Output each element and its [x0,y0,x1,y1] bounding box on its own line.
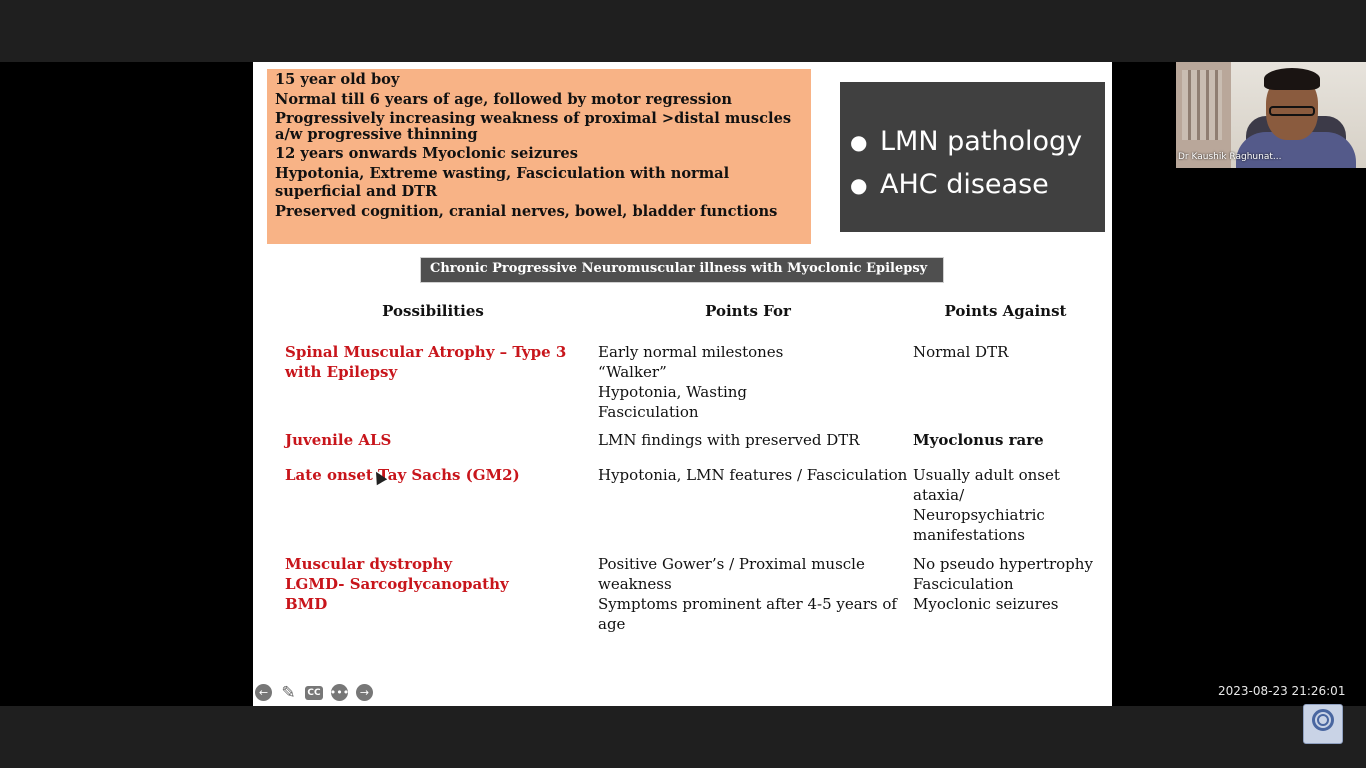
points-against-cell [913,430,1103,450]
column-header-possibilities: Possibilities [382,302,484,320]
case-line: Normal till 6 years of age, followed by motor regression [275,91,733,108]
case-line: 15 year old boy [275,71,400,88]
pathology-summary-box [840,82,1105,232]
slide-controls [255,684,373,701]
column-header-points-against: Points Against [944,302,1067,320]
cell-line: Usually adult onset [913,466,1060,484]
cell-line: age [598,615,626,633]
points-against-cell [913,342,1103,362]
cell-line: Myoclonus rare [913,431,1044,449]
summary-item [850,120,1105,163]
points-for-cell [598,554,908,634]
column-header-points-for: Points For [705,302,791,320]
cell-line: Fasciculation [598,403,699,421]
possibility-cell [285,342,575,382]
cell-line: BMD [285,595,328,613]
cell-line: Hypotonia, LMN features / Fasciculation [598,466,908,484]
cell-line: Fasciculation [913,575,1014,593]
recording-timestamp: 2023-08-23 21:26:01 [1218,684,1346,698]
pen-icon[interactable]: ✎ [281,682,296,703]
cell-line: Spinal Muscular Atrophy – Type 3 [285,343,567,361]
cell-line: Early normal milestones [598,343,784,361]
case-line: Progressively increasing weakness of proximal >distal muscles a/w progressive thinning [275,110,792,143]
speaker-glasses [1269,106,1315,116]
cell-line: with Epilepsy [285,363,398,381]
arrow-right-icon[interactable]: → [356,684,373,701]
case-line: Hypotonia, Extreme wasting, Fasciculation with normal superficial and DTR [275,165,730,200]
cell-line: ataxia/ [913,486,965,504]
cell-line: Myoclonic seizures [913,595,1059,613]
case-summary-box [267,69,811,244]
section-title: Chronic Progressive Neuromuscular illness with Myoclonic Epilepsy [420,257,944,283]
possibility-cell [285,430,575,450]
webcam-thumbnail [1176,62,1366,168]
points-for-cell [598,430,898,450]
points-for-cell [598,465,908,485]
presentation-slide [253,62,1112,706]
bottom-letterbox [0,706,1366,768]
cc-icon[interactable]: CC [305,686,323,700]
summary-item [850,163,1105,206]
case-line: 12 years onwards Myoclonic seizures [275,145,578,162]
cell-line: Juvenile ALS [285,431,392,449]
possibility-cell [285,554,575,614]
top-letterbox [0,0,1366,62]
points-against-cell [913,465,1103,545]
points-for-cell [598,342,898,422]
cell-line: Normal DTR [913,343,1009,361]
cell-line: weakness [598,575,672,593]
cell-line: Late onset Tay Sachs (GM2) [285,466,520,484]
summary-text: AHC disease [880,169,1049,200]
webcam-name-label: Dr Kaushik Raghunat... [1178,152,1282,162]
cell-line: No pseudo hypertrophy [913,555,1093,573]
summary-text: LMN pathology [880,126,1083,157]
cell-line: Muscular dystrophy [285,555,453,573]
arrow-left-icon[interactable]: ← [255,684,272,701]
cell-line: Positive Gower’s / Proximal muscle [598,555,865,573]
case-line: Preserved cognition, cranial nerves, bowel, bladder functions [275,203,778,220]
cell-line: Hypotonia, Wasting [598,383,748,401]
speaker-hair [1264,68,1320,90]
bullet-icon: ● [850,129,868,154]
cell-line: LMN findings with preserved DTR [598,431,860,449]
more-icon[interactable]: ••• [329,686,350,699]
possibility-cell [285,465,575,485]
cell-line: manifestations [913,526,1025,544]
organization-logo [1303,704,1343,744]
cell-line: “Walker” [598,363,667,381]
cell-line: LGMD- Sarcoglycanopathy [285,575,509,593]
logo-ring-inner [1317,714,1329,726]
cell-line: Symptoms prominent after 4-5 years of [598,595,897,613]
cell-line: Neuropsychiatric [913,506,1045,524]
points-against-cell [913,554,1108,614]
bullet-icon: ● [850,172,868,197]
